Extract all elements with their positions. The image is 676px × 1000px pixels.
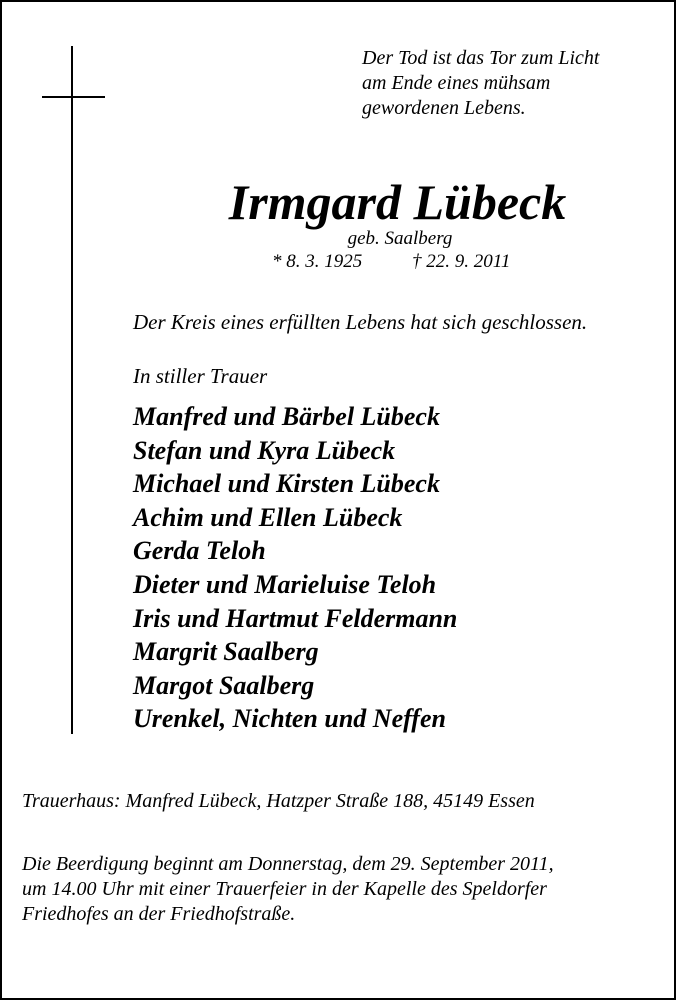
in-silent-grief-text: In stiller Trauer xyxy=(133,364,268,388)
funeral-info xyxy=(22,852,554,927)
funeral-line: um 14.00 Uhr mit einer Trauerfeier in der Kapelle des Speldorfer xyxy=(22,878,547,900)
mourner-name: Dieter und Marieluise Teloh xyxy=(133,569,437,599)
maiden-name: geb. Saalberg xyxy=(347,228,453,249)
mourner-name: Iris und Hartmut Feldermann xyxy=(133,603,458,633)
mourner-name: Michael und Kirsten Lübeck xyxy=(133,469,440,499)
death-date: † 22. 9. 2011 xyxy=(412,251,511,272)
mourner-name: Margrit Saalberg xyxy=(133,637,319,667)
motto-line: gewordenen Lebens. xyxy=(362,97,526,119)
cross-vertical-bar xyxy=(71,46,73,734)
funeral-line: Friedhofes an der Friedhofstraße. xyxy=(22,903,296,925)
mourner-name: Manfred und Bärbel Lübeck xyxy=(133,402,440,431)
mourner-name: Achim und Ellen Lübeck xyxy=(133,502,403,532)
cross-horizontal-bar xyxy=(42,96,105,98)
motto-line: am Ende eines mühsam xyxy=(362,72,551,94)
house-of-mourning-address: Trauerhaus: Manfred Lübeck, Hatzper Straße 188, 45149 Essen xyxy=(22,790,535,812)
circle-of-life-text: Der Kreis eines erfüllten Lebens hat sich geschlossen. xyxy=(133,310,588,334)
motto-line: Der Tod ist das Tor zum Licht xyxy=(362,47,600,69)
deceased-name: Irmgard Lübeck xyxy=(228,174,567,230)
mourner-name: Margot Saalberg xyxy=(133,670,315,700)
motto-quote xyxy=(362,46,662,121)
mourner-list xyxy=(133,400,457,736)
mourner-name: Gerda Teloh xyxy=(133,536,266,566)
mourner-name: Urenkel, Nichten und Neffen xyxy=(133,704,446,734)
funeral-line: Die Beerdigung beginnt am Donnerstag, dem 29. September 2011, xyxy=(22,853,554,875)
birth-date: * 8. 3. 1925 xyxy=(272,251,363,272)
mourner-name: Stefan und Kyra Lübeck xyxy=(133,435,396,465)
